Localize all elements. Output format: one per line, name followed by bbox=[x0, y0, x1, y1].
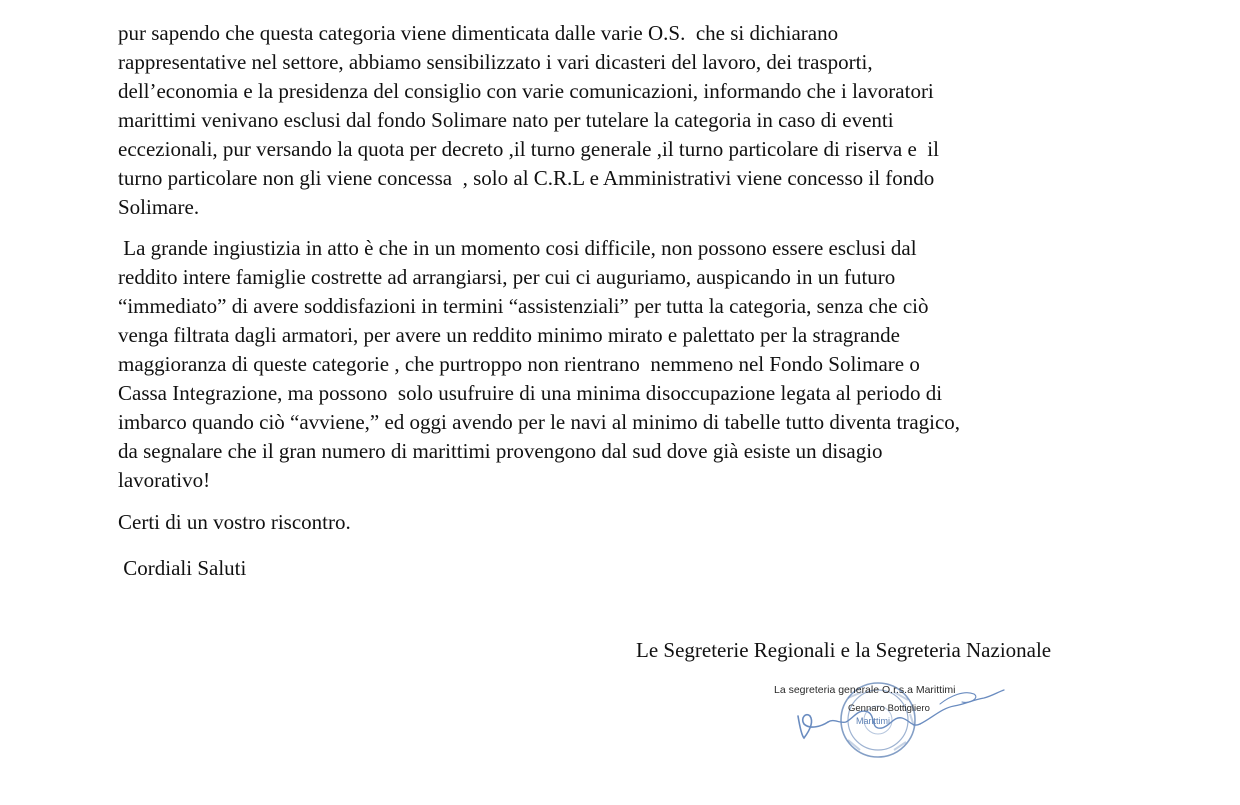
text-line: pur sapendo che questa categoria viene dimenticata dalle varie O.S. che si dichiarano bbox=[118, 21, 839, 45]
text-line: da segnalare che il gran numero di marittimi provengono dal sud dove già esiste un disagio bbox=[118, 439, 883, 463]
stamp-line-1: La segreteria generale O.r.s.a Marittimi bbox=[774, 684, 956, 696]
text-line: rappresentative nel settore, abbiamo sensibilizzato i vari dicasteri del lavoro, dei trasporti, bbox=[118, 50, 873, 74]
text-line: La grande ingiustizia in atto è che in un momento cosi difficile, non possono essere esclusi dal bbox=[118, 236, 917, 260]
text-line: dell’economia e la presidenza del consiglio con varie comunicazioni, informando che i lavoratori bbox=[118, 79, 934, 103]
text-line: venga filtrata dagli armatori, per avere un reddito minimo mirato e palettato per la stragrande bbox=[118, 323, 900, 347]
handwritten-signature bbox=[798, 690, 1004, 738]
text-line: eccezionali, pur versando la quota per decreto ,il turno generale ,il turno particolare di riserva e il bbox=[118, 137, 939, 161]
text-line: “immediato” di avere soddisfazioni in termini “assistenziali” per tutta la categoria, senza che ciò bbox=[118, 294, 929, 318]
text-line: turno particolare non gli viene concessa , solo al C.R.L e Amministrativi viene concesso il fondo bbox=[118, 166, 935, 190]
signature-title: Le Segreterie Regionali e la Segreteria Nazionale bbox=[636, 638, 1052, 662]
paragraph-2 bbox=[118, 234, 1128, 495]
closing-line bbox=[118, 508, 1128, 537]
text-line: Solimare. bbox=[118, 195, 200, 219]
paragraph-1 bbox=[118, 19, 1128, 222]
official-stamp-signature bbox=[770, 678, 1010, 760]
closing-text: Certi di un vostro riscontro. bbox=[118, 510, 351, 534]
salutation-text: Cordiali Saluti bbox=[118, 556, 247, 580]
text-line: imbarco quando ciò “avviene,” ed oggi avendo per le navi al minimo di tabelle tutto diventa tragico, bbox=[118, 410, 961, 434]
salutation bbox=[118, 554, 1128, 583]
text-line: Cassa Integrazione, ma possono solo usufruire di una minima disoccupazione legata al periodo di bbox=[118, 381, 943, 405]
text-line: marittimi venivano esclusi dal fondo Solimare nato per tutelare la categoria in caso di eventi bbox=[118, 108, 894, 132]
text-line: lavorativo! bbox=[118, 468, 211, 492]
stamp-line-3: Marittimi bbox=[856, 716, 890, 726]
text-line: maggioranza di queste categorie , che purtroppo non rientrano nemmeno nel Fondo Solimare o bbox=[118, 352, 920, 376]
text-line: reddito intere famiglie costrette ad arrangiarsi, per cui ci auguriamo, auspicando in un futuro bbox=[118, 265, 896, 289]
stamp-line-2: Gennaro Bottigliero bbox=[848, 703, 930, 714]
